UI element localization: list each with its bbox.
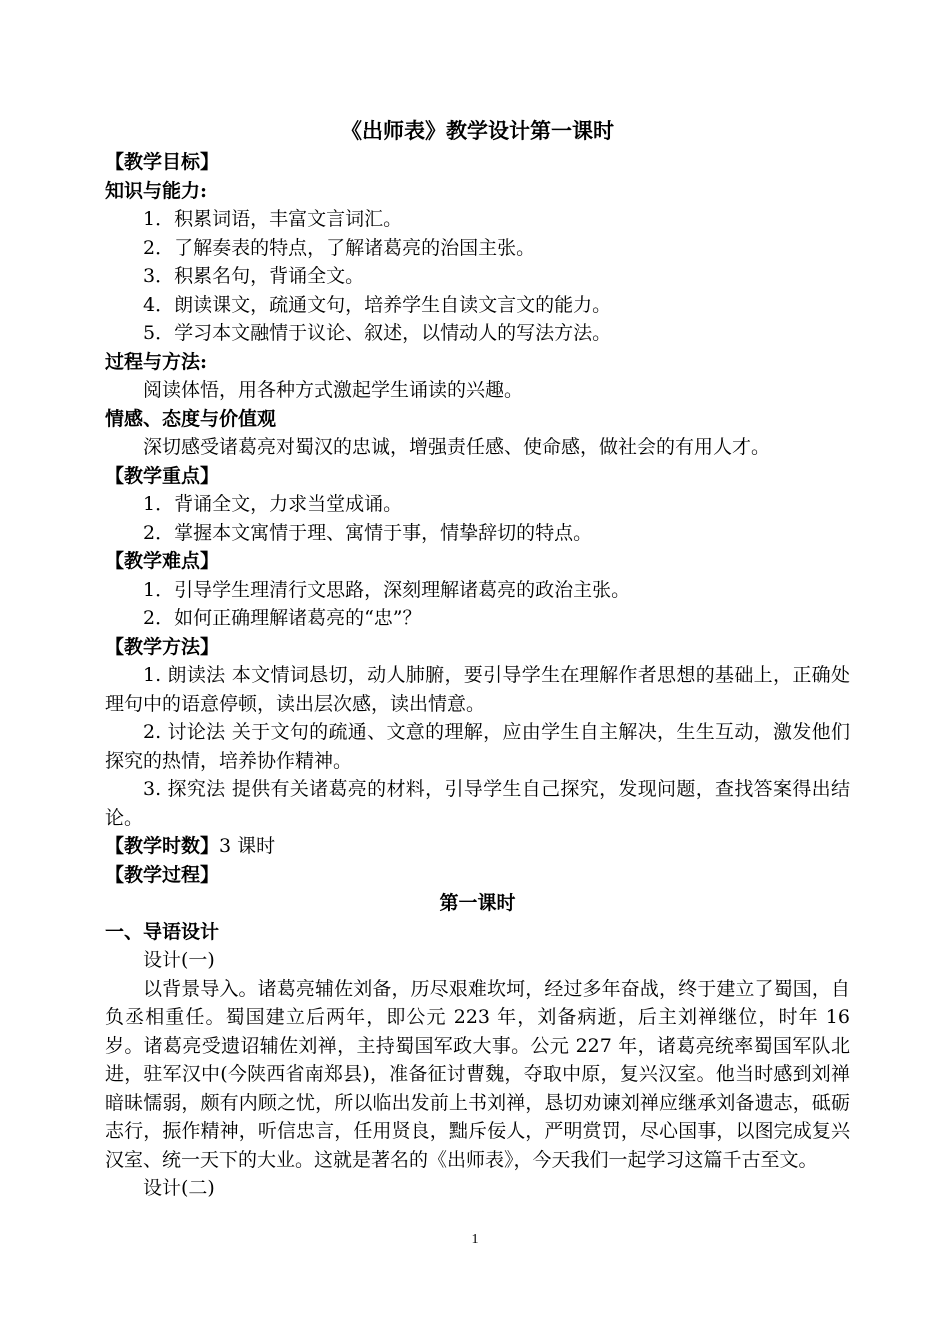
hours-line (105, 832, 850, 861)
knowledge-item: 4．朗读课文，疏通文句，培养学生自读文言文的能力。 (143, 293, 612, 316)
methods-heading: 【教学方法】 (105, 635, 220, 658)
goals-heading: 【教学目标】 (105, 151, 220, 173)
focus-item: 1．背诵全文，力求当堂成诵。 (143, 493, 403, 515)
difficulty-item: 1．引导学生理清行文思路，深刻理解诸葛亮的政治主张。 (143, 578, 631, 601)
knowledge-item: 5．学习本文融情于议论、叙述，以情动人的写法方法。 (143, 322, 612, 344)
design-label: 设计(二) (143, 1177, 215, 1199)
method-item: 2. 讨论法 关于文句的疏通、文意的理解，应由学生自主解决，生生互动，激发他们探究的热情，培养协作精神。 (105, 721, 850, 772)
difficulty-heading: 【教学难点】 (105, 550, 220, 572)
process-method-heading: 过程与方法: (105, 350, 208, 373)
method-item: 1. 朗读法 本文情词恳切，动人肺腑，要引导学生在理解作者思想的基础上，正确处理句中的语意停顿，读出层次感，读出情意。 (105, 664, 850, 715)
focus-heading: 【教学重点】 (105, 464, 220, 487)
knowledge-item: 2．了解奏表的特点，了解诸葛亮的治国主张。 (143, 236, 536, 259)
design-paragraph: 以背景导入。诸葛亮辅佐刘备，历尽艰难坎坷，经过多年奋战，终于建立了蜀国，自负丞相重任。蜀国建立后两年，即公元 223 年，刘备病逝，后主刘禅继位，时年 16 岁。诸葛亮受遗诏辅佐刘禅，主持蜀国军政大事。公元 227 年，诸葛亮统率蜀国军队北进，驻军汉中(今陕西省南郑县)，准备征讨曹魏，夺取中原，复兴汉室。他当时感到刘禅暗昧懦弱，颇有内顾之忧，所以临出发前上书刘禅，恳切劝谏刘禅应继承刘备遗志，砥砺志行，振作精神，听信忠言，任用贤良，黜斥佞人，严明赏罚，尽心国事，以图完成复兴汉室、统一天下的大业。这就是著名的《出师表》，今天我们一起学习这篇千古至文。 (105, 977, 850, 1171)
knowledge-heading: 知识与能力: (105, 179, 208, 202)
section-heading: 一、导语设计 (105, 920, 220, 943)
emotion-text: 深切感受诸葛亮对蜀汉的忠诚，增强责任感、使命感，做社会的有用人才。 (143, 436, 771, 458)
hours-heading: 【教学时数】 (105, 835, 220, 857)
knowledge-item: 3．积累名句，背诵全文。 (143, 265, 365, 287)
method-item: 3. 探究法 提供有关诸葛亮的材料，引导学生自己探究，发现问题，查找答案得出结论。 (105, 778, 850, 829)
page-number: 1 (471, 1232, 479, 1247)
document-page (105, 114, 850, 1203)
difficulty-item: 2．如何正确理解诸葛亮的“忠”？ (143, 607, 422, 629)
design-label: 设计(一) (143, 949, 215, 971)
hours-value: 3 课时 (219, 835, 276, 857)
process-method-text: 阅读体悟，用各种方式激起学生诵读的兴趣。 (143, 379, 524, 401)
document-title: 《出师表》教学设计第一课时 (341, 118, 614, 143)
teaching-process-heading: 【教学过程】 (105, 863, 220, 886)
knowledge-item: 1．积累词语，丰富文言词汇。 (143, 208, 403, 230)
emotion-heading: 情感、态度与价值观 (105, 407, 277, 430)
focus-item: 2．掌握本文寓情于理、寓情于事，情挚辞切的特点。 (143, 521, 593, 544)
lesson-title: 第一课时 (439, 892, 516, 914)
